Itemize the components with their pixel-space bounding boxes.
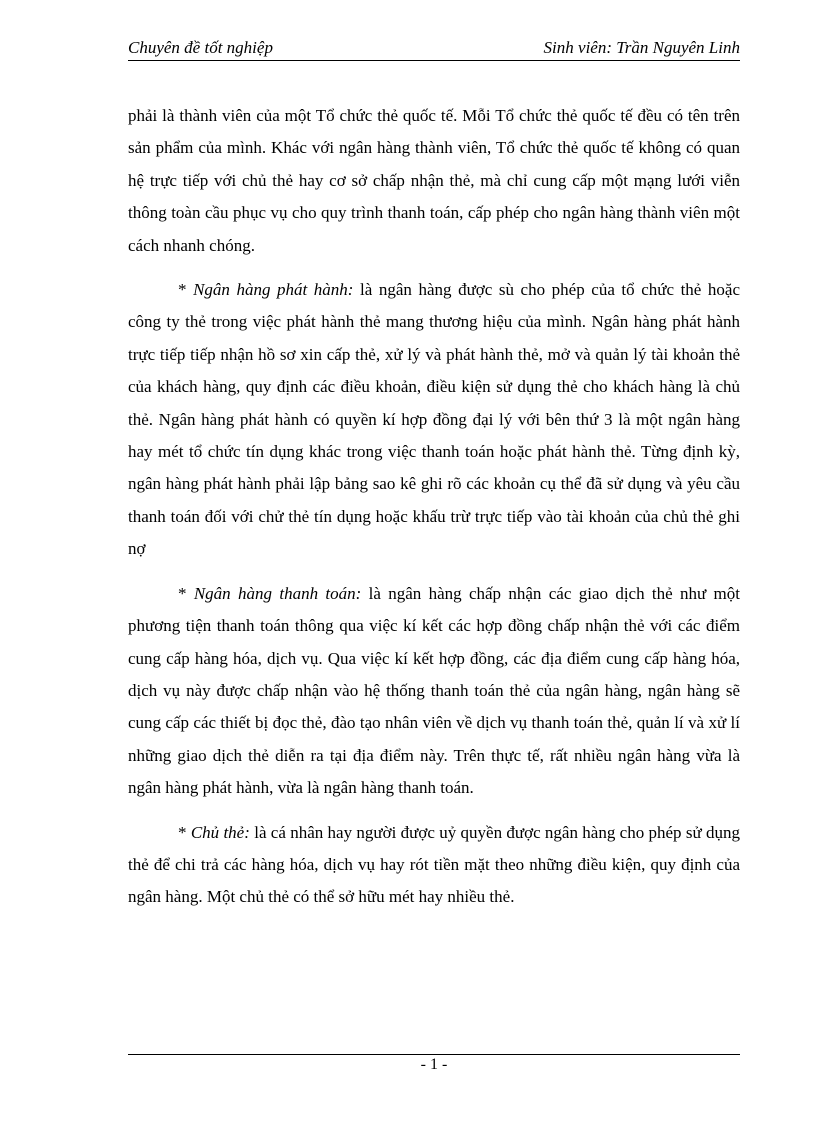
paragraph-4	[128, 817, 740, 914]
footer-divider	[128, 1054, 740, 1055]
document-body	[128, 100, 740, 926]
paragraph-4-text: là cá nhân hay người được uỷ quyền được ngân hàng cho phép sử dụng thẻ để chi trả các hàng hóa, dịch vụ hay rót tiền mặt theo những điều kiện, quy định của ngân hàng. Một chủ thẻ có thể sở hữu mét hay nhiều thẻ.	[128, 822, 740, 907]
paragraph-1-text: phải là thành viên của một Tổ chức thẻ quốc tế. Mỗi Tổ chức thẻ quốc tế đều có tên trên sản phẩm của mình. Khác với ngân hàng thành viên, Tổ chức thẻ quốc tế không có quan hệ trực tiếp với chủ thẻ hay cơ sở chấp nhận thẻ, mà chỉ cung cấp một mạng lưới viễn thông toàn cầu phục vụ cho quy trình thanh toán, cấp phép cho ngân hàng thành viên một cách nhanh chóng.	[128, 106, 740, 255]
term-ngan-hang-thanh-toan: Ngân hàng thanh toán:	[193, 583, 362, 603]
page-header	[128, 38, 740, 61]
term-ngan-hang-phat-hanh: Ngân hàng phát hành:	[193, 280, 354, 300]
paragraph-4-prefix: *	[178, 822, 191, 842]
paragraph-3	[128, 578, 740, 805]
paragraph-3-prefix: *	[178, 583, 194, 603]
page-number: - 1 -	[420, 1056, 448, 1073]
paragraph-1	[128, 100, 740, 262]
paragraph-2-prefix: *	[178, 280, 194, 300]
paragraph-3-text: là ngân hàng chấp nhận các giao dịch thẻ như một phương tiện thanh toán thông qua việc kí kết các hợp đồng chấp nhận thẻ với các điểm cung cấp hàng hóa, dịch vụ. Qua việc kí kết hợp đồng, các địa điểm cung cấp hàng hóa, dịch vụ này được chấp nhận vào hệ thống thanh toán thẻ của ngân hàng, ngân hàng sẽ cung cấp các thiết bị đọc thẻ, đào tạo nhân viên về dịch vụ thanh toán thẻ, quản lí và xử lí những giao dịch thẻ diễn ra tại địa điểm này. Trên thực tế, rất nhiều ngân hàng vừa là ngân hàng phát hành, vừa là ngân hàng thanh toán.	[128, 583, 740, 798]
paragraph-2-text: là ngân hàng được sù cho phép của tổ chức thẻ hoặc công ty thẻ trong việc phát hành thẻ mang thương hiệu của mình. Ngân hàng phát hành trực tiếp tiếp nhận hồ sơ xin cấp thẻ, xử lý và phát hành thẻ, mở và quản lý tài khoản thẻ của khách hàng, quy định các điều khoản, điều kiện sử dụng thẻ cho khách hàng là chủ thẻ. Ngân hàng phát hành có quyền kí hợp đồng đại lý với bên thứ 3 là một ngân hàng hay mét tổ chức tín dụng khác trong việc thanh toán hoặc phát hành thẻ. Từng định kỳ, ngân hàng phát hành phải lập bảng sao kê ghi rõ các khoản cụ thể đã sử dụng và yêu cầu thanh toán đối với chử thẻ tín dụng hoặc khấu trừ trực tiếp vào tài khoản của chủ thẻ ghi nợ	[128, 280, 740, 559]
header-title: Chuyên đề tốt nghiệp	[128, 38, 273, 57]
header-author: Sinh viên: Trần Nguyên Linh	[543, 38, 740, 57]
term-chu-the: Chủ thẻ:	[190, 822, 250, 842]
paragraph-2	[128, 274, 740, 566]
